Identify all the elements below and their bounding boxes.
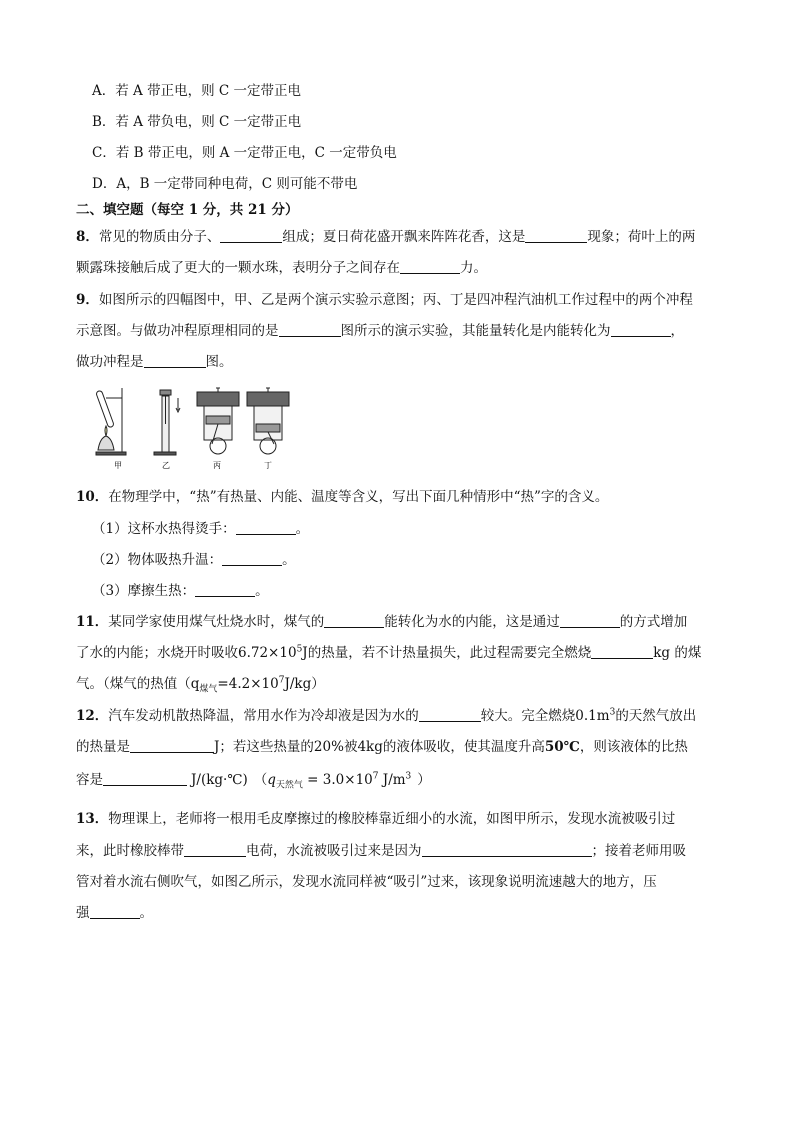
q12-exponent: 7	[372, 771, 379, 782]
q10-blank-1[interactable]	[236, 521, 296, 535]
q13-blank-1[interactable]	[184, 843, 246, 857]
q13-blank-3[interactable]	[90, 905, 140, 919]
q10-number: 10．	[76, 489, 109, 505]
q11-line3	[76, 675, 325, 693]
q10-item-text: （1）这杯水热得烫手：	[92, 521, 236, 537]
q12-text: ）	[417, 772, 431, 788]
q13-text: 物理课上，老师将一根用毛皮摩擦过的橡胶棒靠近细小的水流，如图甲所示，发现水流被吸引过	[108, 811, 676, 827]
q12-blank-1[interactable]	[419, 708, 481, 722]
q12-line3	[76, 771, 431, 789]
q12-text: 较大。完全燃烧	[480, 708, 576, 724]
q11-text: kg 的煤	[653, 645, 702, 661]
q11-blank-3[interactable]	[591, 645, 653, 659]
q9-text: 如图所示的四幅图中，甲、乙是两个演示实验示意图；丙、丁是四冲程汽油机工作过程中的两个冲程	[98, 292, 693, 308]
q11-text: 某同学家使用煤气灶烧水时，煤气的	[108, 614, 325, 630]
q12-value: = 3.0×10	[302, 772, 373, 788]
q10-item-2	[92, 551, 296, 569]
q11-text: 的热量，若不计热量损失，此过程需要完全燃烧	[307, 645, 592, 661]
section-heading: 二、填空题（每空 1 分，共 21 分）	[76, 202, 299, 218]
q10-blank-2[interactable]	[222, 552, 282, 566]
figure-jia-apparatus	[96, 388, 126, 455]
q13-text: 强	[76, 905, 90, 921]
q13-text: 电荷，水流被吸引过来是因为	[246, 843, 422, 859]
q11-text: 气。（煤气的热值（q	[76, 676, 200, 692]
q8-text: 组成；夏日荷花盛开飘来阵阵花香，这是	[282, 229, 526, 245]
q13-blank-2[interactable]	[422, 843, 592, 857]
q13-text: 。	[139, 905, 153, 921]
q12-text: 容是	[76, 772, 103, 788]
q11-number: 11．	[76, 614, 109, 630]
q10-line1	[76, 488, 608, 506]
q12-unit: J/m	[378, 772, 406, 788]
q11-text: =4.2×10	[217, 676, 279, 692]
q10-item-text: （3）摩擦生热：	[92, 583, 196, 599]
q11-text: J/kg）	[284, 676, 325, 692]
q12-blank-2[interactable]	[130, 739, 214, 753]
q12-subscript: 天然气	[275, 780, 303, 791]
q12-text: 被	[343, 739, 358, 755]
q12-line2	[76, 738, 688, 756]
q9-text: ，	[670, 323, 684, 339]
q13-line3	[76, 873, 657, 891]
q12-blank-3[interactable]	[103, 772, 187, 786]
q11-line1	[76, 613, 687, 631]
option-b: B．若 A 带负电，则 C 一定带正电	[92, 114, 302, 130]
q12-value: 50℃	[544, 739, 580, 755]
q11-text: 能转化为水的内能，这是通过	[384, 614, 560, 630]
q8-text: 颗露珠接触后成了更大的一颗水珠，表明分子之间存在	[76, 260, 400, 276]
q10-item-text: （2）物体吸热升温：	[92, 552, 223, 568]
option-d: D．A，B 一定带同种电荷，C 则可能不带电	[92, 176, 358, 192]
q12-text: 的天然气放出	[615, 708, 697, 724]
q8-blank-1[interactable]	[220, 229, 282, 243]
q13-text: ；接着老师用吸	[591, 843, 686, 859]
q9-text: 做功冲程是	[76, 354, 144, 370]
q8-text: 力。	[460, 260, 487, 276]
q8-text: 现象；荷叶上的两	[587, 229, 696, 245]
q8-blank-2[interactable]	[525, 229, 587, 243]
q13-text: 来，此时橡胶棒带	[76, 843, 184, 859]
q12-value: 4kg	[357, 739, 383, 755]
figure-label-jia: 甲	[114, 461, 122, 470]
option-a: A．若 A 带正电，则 C 一定带正电	[92, 83, 301, 99]
q12-text: 的液体吸收，使其温度升高	[382, 739, 545, 755]
q12-symbol: q	[267, 772, 276, 788]
figure-label-ding: 丁	[264, 461, 272, 470]
q10-text: 。	[282, 552, 296, 568]
figure-ding-engine	[247, 388, 289, 454]
q13-line2	[76, 842, 686, 860]
q12-value: 0.1m	[575, 708, 610, 724]
q11-blank-1[interactable]	[324, 614, 384, 628]
q12-exponent: 3	[405, 771, 412, 782]
q12-exponent: 3	[609, 707, 616, 718]
q8-text: 常见的物质由分子、	[98, 229, 221, 245]
q12-line1	[76, 707, 696, 725]
q10-text: 在物理学中，“热”有热量、内能、温度等含义，写出下面几种情形中“热”字的含义。	[108, 489, 609, 505]
q9-line1	[76, 291, 693, 309]
q8-line1	[76, 228, 695, 246]
q13-number: 13．	[76, 811, 109, 827]
q9-blank-1[interactable]	[279, 323, 341, 337]
q11-text: 的方式增加	[619, 614, 688, 630]
q12-text: （	[253, 772, 268, 788]
q8-number: 8．	[76, 229, 99, 245]
figure-bing-engine	[197, 388, 239, 454]
q11-exponent: 7	[278, 675, 285, 686]
q13-line1	[76, 810, 675, 828]
q11-unit: J	[302, 645, 308, 661]
q12-unit: J/(kg·℃)	[191, 772, 248, 788]
q11-subscript: 煤气	[199, 684, 218, 695]
q11-value: 6.72×10	[238, 645, 297, 661]
q10-text: 。	[295, 521, 310, 537]
q10-item-3	[92, 582, 269, 600]
q12-value: 20%	[313, 739, 344, 755]
q9-figure	[92, 384, 292, 474]
q9-blank-2[interactable]	[611, 323, 671, 337]
q9-text: 图所示的演示实验，其能量转化是内能转化为	[340, 323, 611, 339]
q12-number: 12．	[76, 708, 109, 724]
q13-line4	[76, 904, 153, 922]
option-c: C．若 B 带正电，则 A 一定带正电，C 一定带负电	[92, 145, 397, 161]
q10-blank-3[interactable]	[195, 583, 255, 597]
q10-item-1	[92, 520, 309, 538]
q8-line2	[76, 259, 487, 277]
q9-text: 示意图。与做功冲程原理相同的是	[76, 323, 279, 339]
q12-text: ，则该液体的比热	[579, 739, 688, 755]
q11-text: 了水的内能；水烧开时吸收	[76, 645, 238, 661]
figure-label-yi: 乙	[162, 461, 170, 470]
q12-text: 汽车发动机散热降温，常用水作为冷却液是因为水的	[108, 708, 419, 724]
q8-blank-3[interactable]	[400, 260, 460, 274]
q12-text: J；若这些热量的	[214, 739, 314, 755]
q10-text: 。	[255, 583, 269, 599]
q9-number: 9．	[76, 292, 99, 308]
q11-line2	[76, 644, 701, 662]
q11-blank-2[interactable]	[560, 614, 620, 628]
q9-line3	[76, 353, 233, 371]
q9-text: 图。	[205, 354, 233, 370]
q13-text: 管对着水流右侧吹气，如图乙所示，发现水流同样被“吸引”过来，该现象说明流速越大的地方，压	[76, 874, 657, 890]
q12-text: 的热量是	[76, 739, 130, 755]
figure-yi-apparatus	[154, 390, 180, 455]
q9-blank-3[interactable]	[144, 354, 206, 368]
figure-label-bing: 丙	[213, 461, 221, 470]
q9-line2	[76, 322, 684, 340]
q11-exponent: 5	[296, 644, 303, 655]
